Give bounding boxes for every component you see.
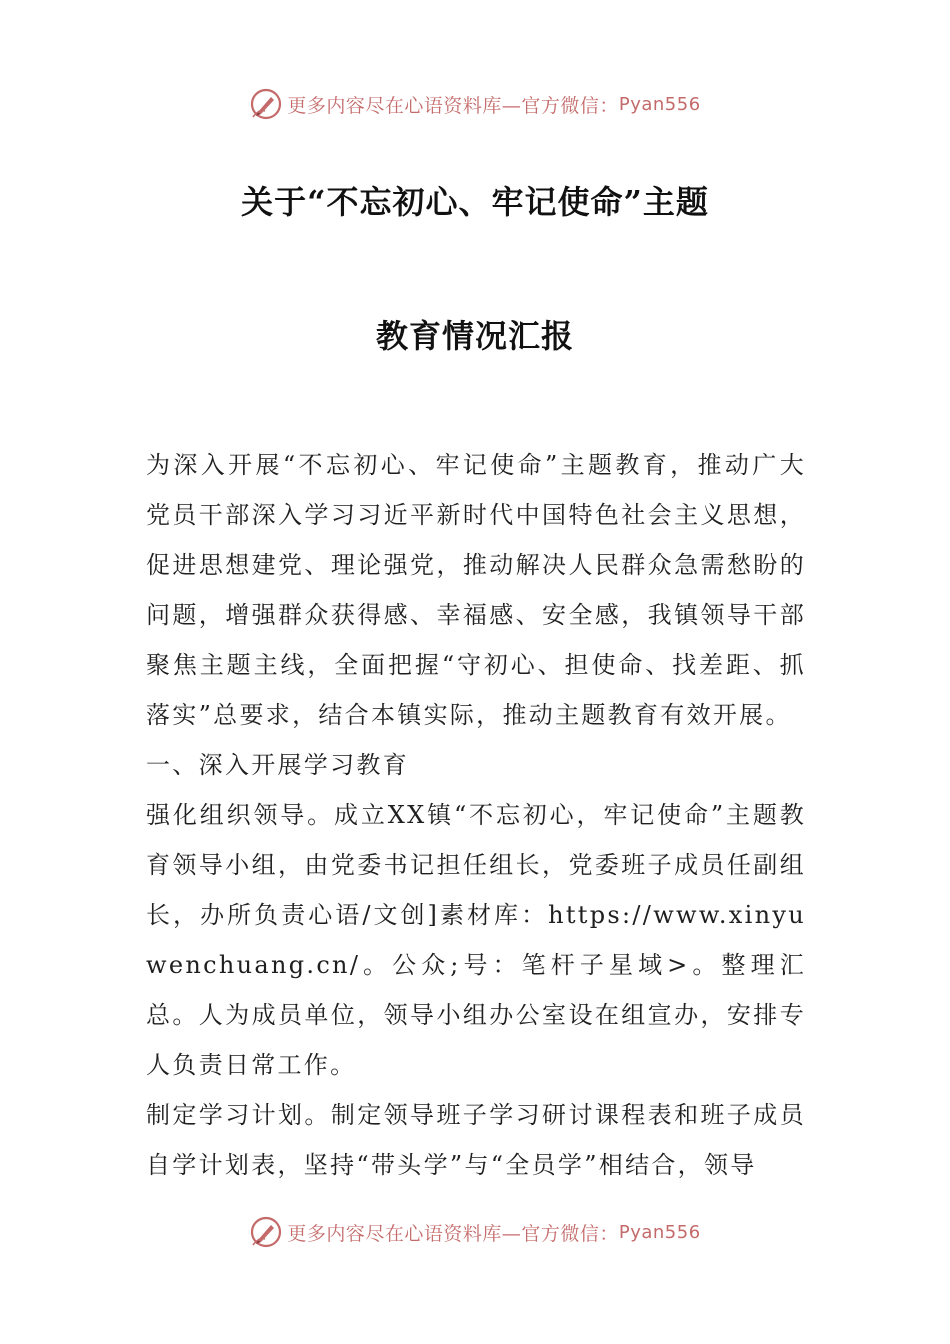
watermark-contact: Pyan556 [618, 1221, 701, 1243]
watermark-header [0, 84, 950, 124]
watermark-text: 更多内容尽在心语资料库—官方微信： [287, 94, 619, 117]
paragraph-intro: 为深入开展“不忘初心、牢记使命”主题教育，推动广大党员干部深入学习习近平新时代中国特色社会主义思想，促进思想建党、理论强党，推动解决人民群众急需愁盼的问题，增强群众获得感、幸福感、安全感，我镇领导干部聚焦主题主线，全面把握“守初心、担使命、找差距、抓落实”总要求，结合本镇实际，推动主题教育有效开展。 [146, 451, 806, 729]
document-title-line1: 关于“不忘初心、牢记使命”主题 [241, 183, 709, 221]
watermark-contact: Pyan556 [618, 93, 701, 115]
pen-logo-icon [249, 87, 283, 121]
paragraph-study-plan: 制定学习计划。制定领导班子学习研讨课程表和班子成员自学计划表，坚持“带头学”与“全员学”相结合，领导 [146, 1101, 806, 1179]
section-heading-1: 一、深入开展学习教育 [146, 751, 409, 779]
watermark-text: 更多内容尽在心语资料库—官方微信： [287, 1222, 619, 1245]
pen-logo-icon [249, 1215, 283, 1249]
document-body [146, 440, 806, 1190]
paragraph-organization: 强化组织领导。成立XX镇“不忘初心，牢记使命”主题教育领导小组，由党委书记担任组长，党委班子成员任副组长，办所负责心语/文创]素材库：https://www.xinyuwenchuang.cn/。公众;号：笔杆子星域>。整理汇总。人为成员单位，领导小组办公室设在组宣办，安排专人负责日常工作。 [146, 801, 806, 1079]
watermark-footer [0, 1212, 950, 1252]
document-title-line2: 教育情况汇报 [375, 317, 574, 355]
